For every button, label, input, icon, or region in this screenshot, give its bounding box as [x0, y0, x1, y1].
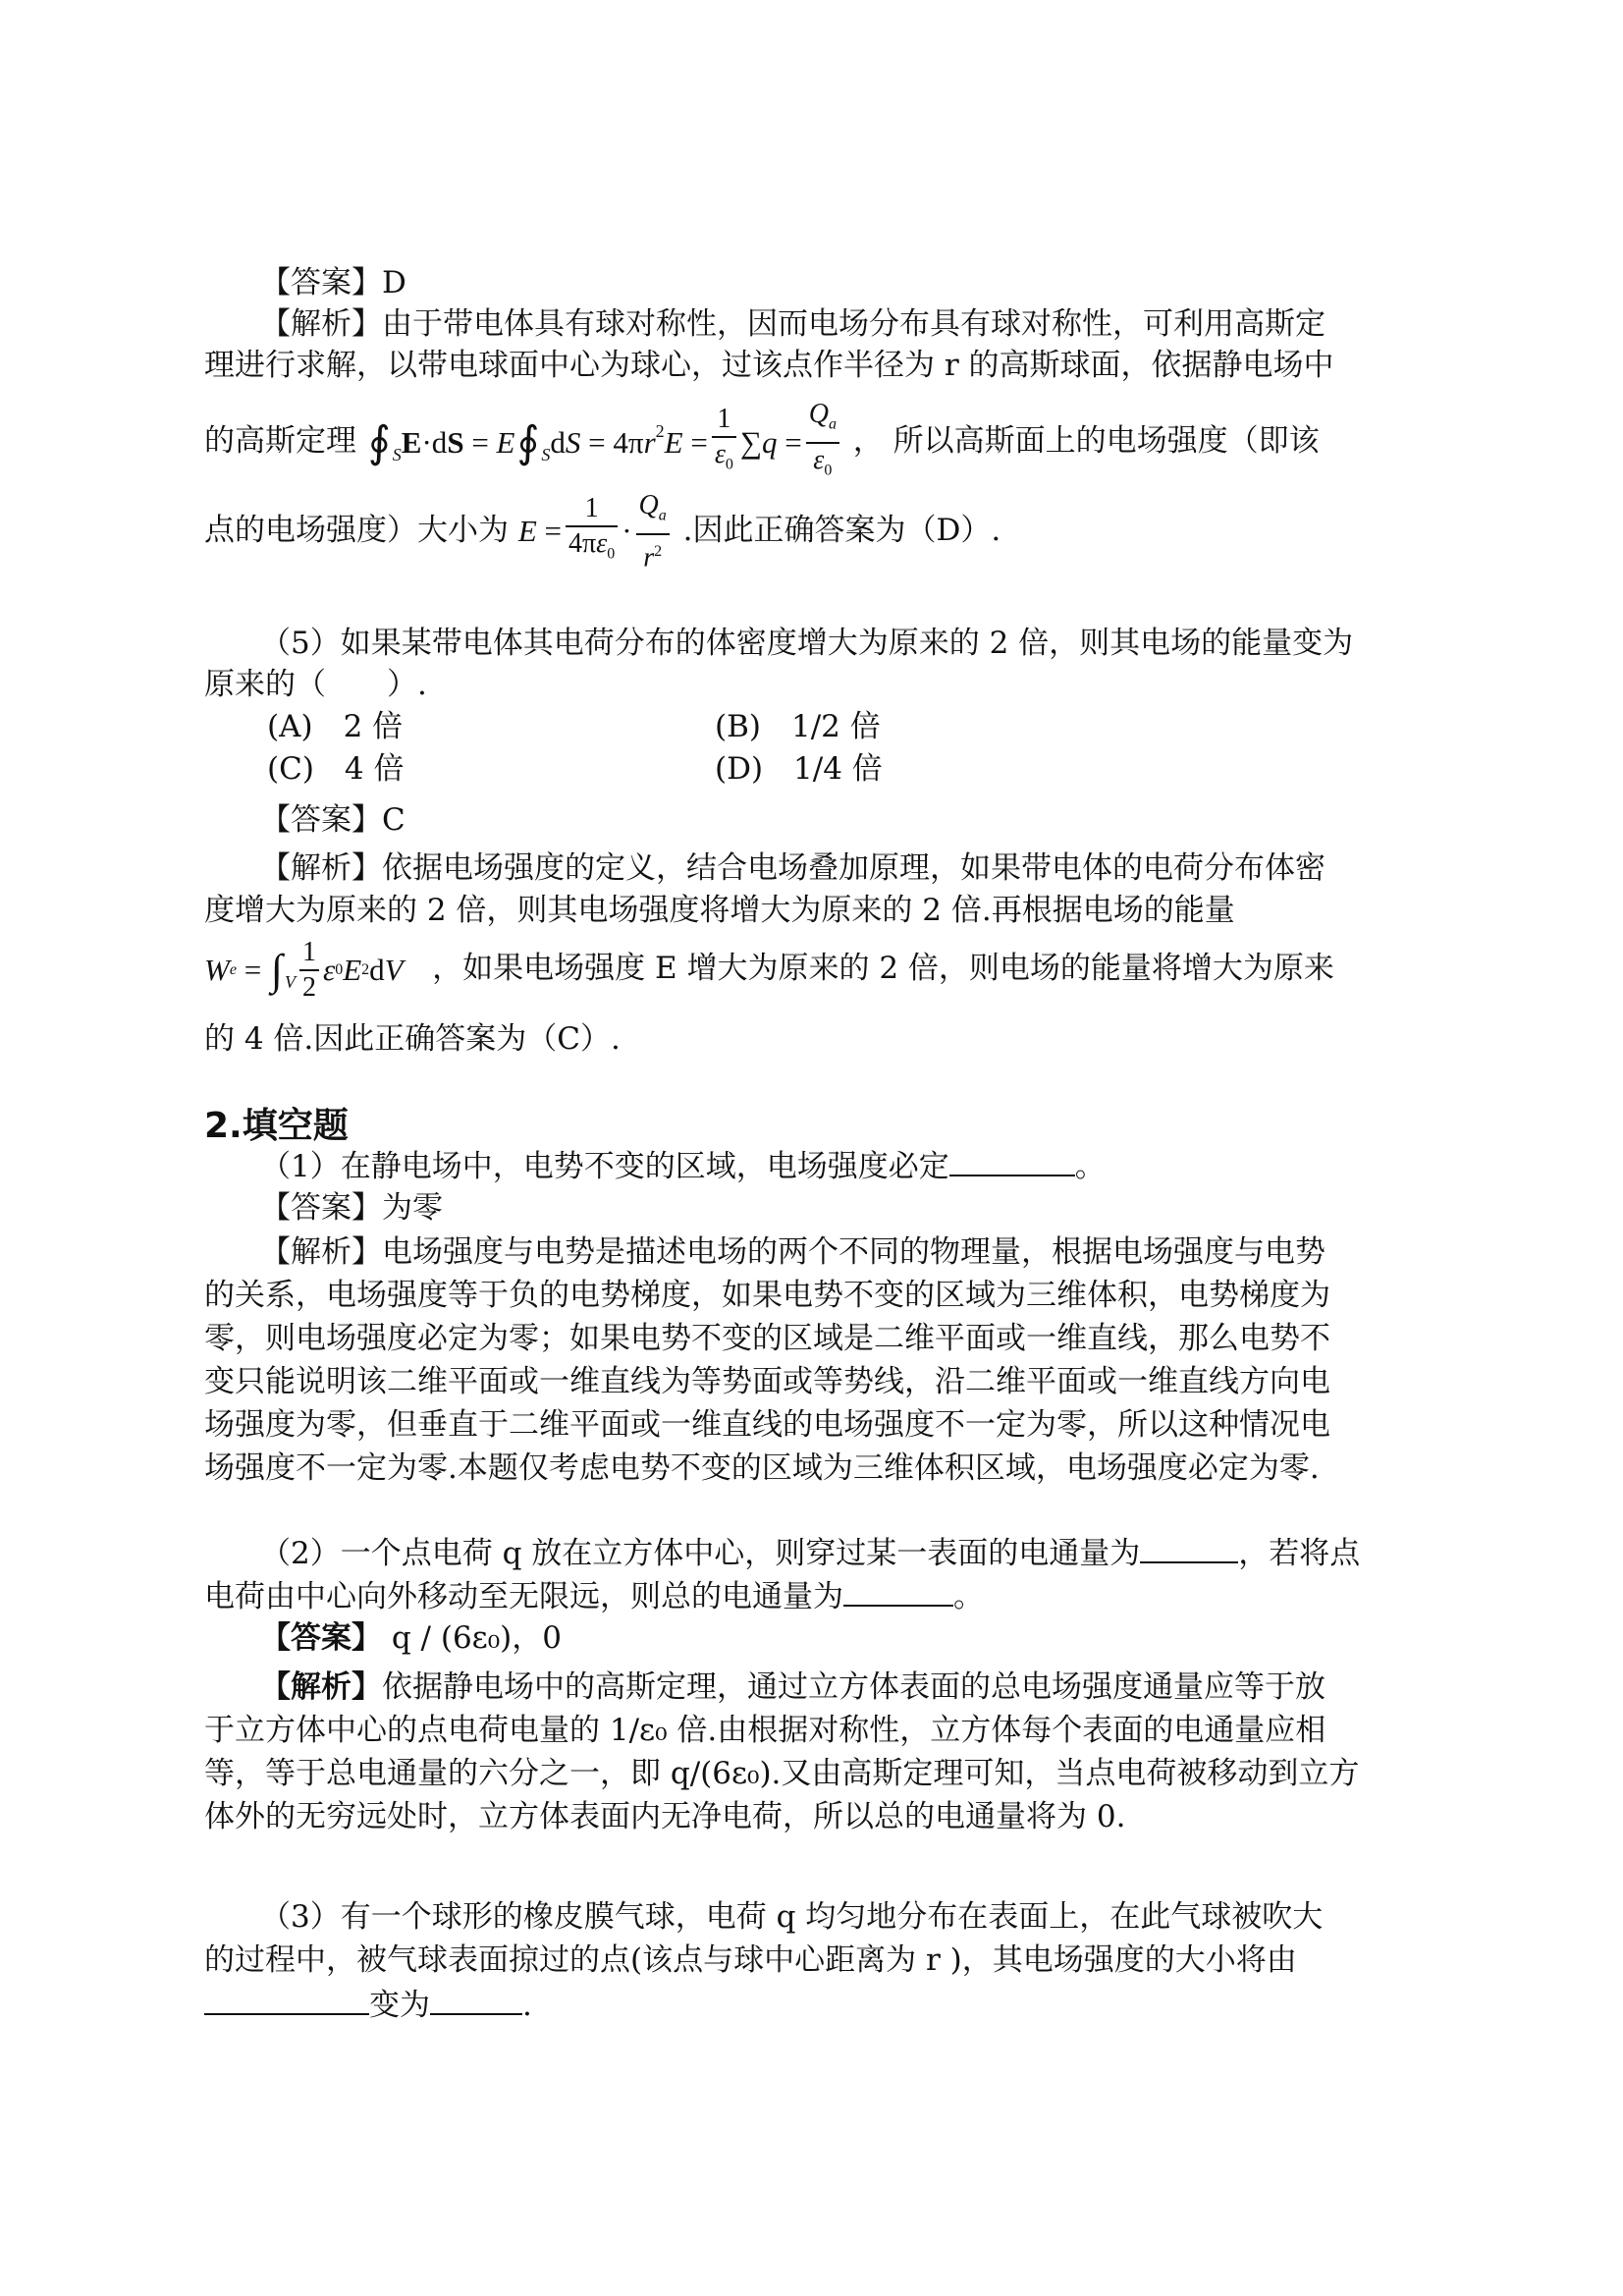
q5-analysis-line-3: W e = ∫ V $\frac{1}{2}$ ε 0 E 2 d V ，如果电场强度 E 增大为原来的 2 倍，则电场的能量将增大为原来: [204, 933, 1334, 1006]
answer-label: 【答案】: [260, 1620, 382, 1656]
q5-option-c: (C) 4 倍: [267, 751, 405, 787]
analysis-label: 【解析】: [260, 1234, 382, 1270]
f1-stem: （1）在静电场中，电势不变的区域，电场强度必定 。: [260, 1145, 1106, 1186]
q4-analysis-line-3: 的高斯定理 ∮ S E ·d S = E ∮ S d S = 4π r 2 E = $\frac{1}{\varepsilon_0}$ ∑ q = $\frac{Q_a}{\varepsilon_0}$ ， 所以高斯面上的电场强度（即该: [204, 398, 1320, 487]
field-magnitude-equation: E = $\frac{1}{4\pi\varepsilon_0}$ · $\frac{Q_a}{r^2}$: [518, 489, 674, 574]
section-heading: 2.填空题: [204, 1106, 349, 1146]
q5-stem-line-1: （5）如果某带电体其电荷分布的体密度增大为原来的 2 倍，则其电场的能量变为: [260, 626, 1354, 661]
answer-label: 【答案】: [260, 802, 382, 838]
f1-analysis-line-3: 零，则电场强度必定为零；如果电势不变的区域是二维平面或一维直线，那么电势不: [204, 1321, 1330, 1356]
q5-option-a: (A) 2 倍: [267, 709, 404, 744]
answer-blank: [843, 1575, 953, 1607]
answer-value: C: [382, 802, 406, 838]
answer-blank: [1140, 1532, 1238, 1563]
answer-value: D: [382, 265, 406, 301]
f2-stem-line-2: 电荷由中心向外移动至无限远，则总的电通量为 。: [204, 1575, 984, 1616]
f1-analysis-line-5: 场强度为零，但垂直于二维平面或一维直线的电场强度不一定为零，所以这种情况电: [204, 1407, 1330, 1443]
q4-analysis-line-1: 【解析】由于带电体具有球对称性，因而电场分布具有球对称性，可利用高斯定: [260, 306, 1325, 342]
f2-answer-line: [260, 1618, 562, 1658]
answer-blank: [949, 1145, 1075, 1176]
analysis-label: 【解析】: [260, 850, 382, 886]
f2-analysis-line-4: 体外的无穷远处时，立方体表面内无净电荷，所以总的电通量将为 0.: [204, 1799, 1126, 1834]
q5-stem-line-2: 原来的（ ）.: [204, 667, 427, 702]
q5-analysis-line-2: 度增大为原来的 2 倍，则其电场强度将增大为原来的 2 倍.再根据电场的能量: [204, 893, 1235, 928]
f3-stem-line-2: 的过程中，被气球表面掠过的点(该点与球中心距离为 r )，其电场强度的大小将由: [204, 1942, 1297, 1978]
q5-analysis-line-1: 【解析】依据电场强度的定义，结合电场叠加原理，如果带电体的电荷分布体密: [260, 850, 1325, 886]
q5-option-d: (D) 1/4 倍: [715, 751, 883, 787]
f1-analysis-line-4: 变只能说明该二维平面或一维直线为等势面或等势线，沿二维平面或一维直线方向电: [204, 1364, 1330, 1399]
answer-label: 【答案】: [260, 265, 382, 301]
answer-blank: [430, 1984, 522, 2015]
analysis-label: 【解析】: [260, 306, 382, 342]
analysis-label: 【解析】: [260, 1669, 382, 1705]
f1-analysis-line-6: 场强度不一定为零.本题仅考虑电势不变的区域为三维体积区域，电场强度必定为零.: [204, 1450, 1320, 1486]
q5-option-b: (B) 1/2 倍: [715, 709, 881, 744]
q4-analysis-line-2: 理进行求解，以带电球面中心为球心，过该点作半径为 r 的高斯球面，依据静电场中: [204, 348, 1334, 383]
answer-blank: [204, 1984, 369, 2015]
f3-stem-line-3: 变为 .: [204, 1984, 532, 2025]
answer-label: 【答案】: [260, 1190, 382, 1226]
f3-stem-line-1: （3）有一个球形的橡皮膜气球，电荷 q 均匀地分布在表面上，在此气球被吹大: [260, 1899, 1324, 1935]
f1-analysis-line-2: 的关系，电场强度等于负的电势梯度，如果电势不变的区域为三维体积，电势梯度为: [204, 1278, 1330, 1313]
answer-value: q / (6ε₀)，0: [382, 1620, 562, 1656]
q4-answer-line: [260, 263, 406, 302]
gauss-law-equation: ∮ S E ·d S = E ∮ S d S = 4π r 2 E = $\frac{1}{\varepsilon_0}$ ∑ q = $\frac{Q_a}{\varepsilon_0}$: [366, 398, 843, 487]
f1-answer-line: [260, 1188, 443, 1228]
q5-analysis-line-4: 的 4 倍.因此正确答案为（C）.: [204, 1021, 621, 1057]
f2-analysis-line-1: 【解析】依据静电场中的高斯定理，通过立方体表面的总电场强度通量应等于放: [260, 1669, 1325, 1705]
energy-equation: W e = ∫ V $\frac{1}{2}$ ε 0 E 2 d V: [204, 936, 404, 1003]
f2-analysis-line-2: 于立方体中心的点电荷电量的 1/ε₀ 倍.由根据对称性，立方体每个表面的电通量应相: [204, 1713, 1326, 1748]
f1-analysis-line-1: 【解析】电场强度与电势是描述电场的两个不同的物理量，根据电场强度与电势: [260, 1234, 1325, 1270]
q4-analysis-line-4: 点的电场强度）大小为 E = $\frac{1}{4\pi\varepsilon_0}$ · $\frac{Q_a}{r^2}$ .因此正确答案为（D）.: [204, 490, 1001, 573]
f2-stem-line-1: （2）一个点电荷 q 放在立方体中心，则穿过某一表面的电通量为 ，若将点: [260, 1532, 1360, 1573]
q5-answer-line: [260, 800, 406, 840]
f2-analysis-line-3: 等，等于总电通量的六分之一，即 q/(6ε₀).又由高斯定理可知，当点电荷被移动到立方: [204, 1756, 1360, 1791]
answer-value: 为零: [382, 1190, 443, 1226]
